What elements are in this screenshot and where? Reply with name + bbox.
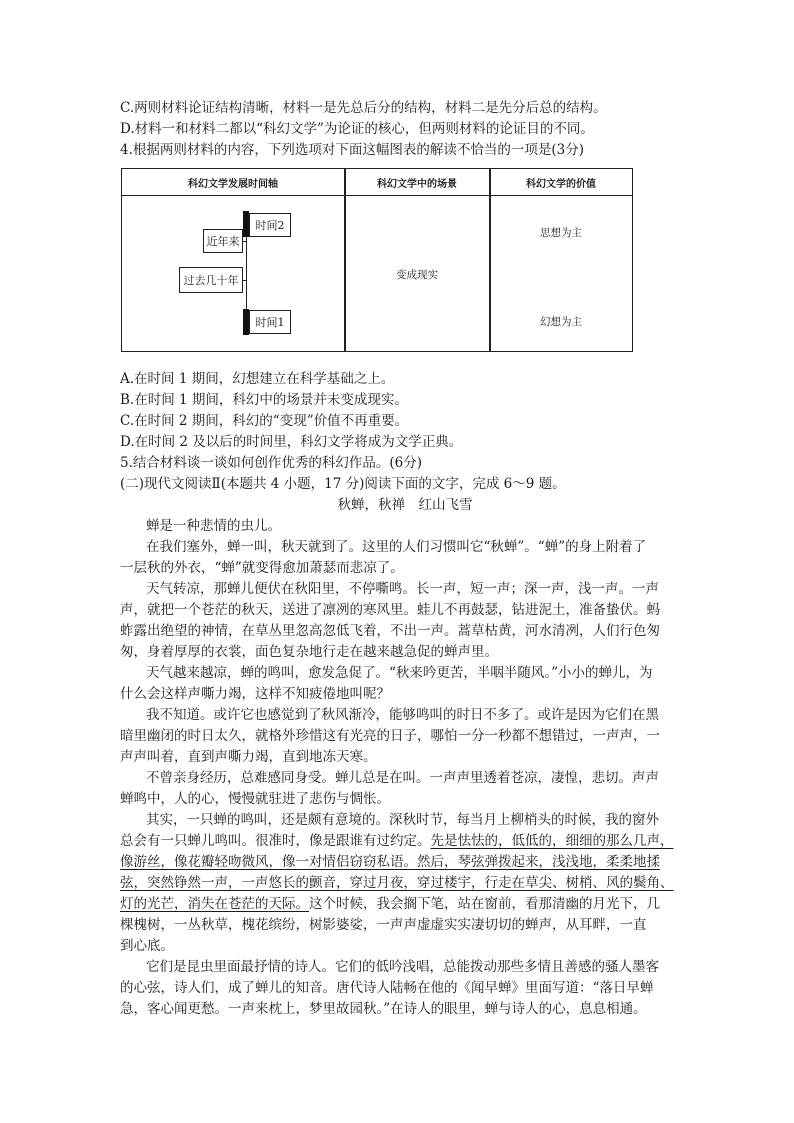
timeline-figure — [121, 168, 633, 352]
paragraph-line: 蝉鸣中，人的心，慢慢就驻进了悲伤与惆怅。 — [120, 791, 390, 807]
scene-text: 变成现实 — [396, 269, 438, 281]
underlined-passage: 弦，突然铮然一声，一声悠长的颤音，穿过月夜，穿过楼宇，行走在草尖、树梢、风的鬓角、 — [120, 875, 674, 891]
paragraph-line: 什么会这样声嘶力竭，这样不知疲倦地叫呢？ — [120, 686, 390, 702]
option-d-line: D.材料一和材料二都以“科幻文学”为论证的核心，但两则材料的论证目的不同。 — [120, 121, 594, 137]
paragraph-line: 声声叫着，直到声嘶力竭，直到地冻天寒。 — [120, 749, 377, 765]
paragraph-text: 总会有一只蝉儿鸣叫。很准时，像是跟谁有过约定。 — [120, 833, 431, 849]
paragraph-line: 蝉是一种悲情的虫儿。 — [146, 518, 281, 534]
value-bottom-text: 幻想为主 — [540, 316, 582, 328]
paragraph-line: 其实，一只蝉的鸣叫，还是颇有意境的。深秋时节，每当月上柳梢头的时候，我的窗外 — [146, 812, 659, 828]
answer-c-line: C.在时间 2 期间，科幻的“变现”价值不再重要。 — [120, 413, 409, 429]
paragraph-line — [120, 894, 690, 914]
underlined-passage: 先是怯怯的，低低的，细细的那么几声， — [430, 833, 674, 849]
paragraph-line: 匆，身着厚厚的衣裳，面色复杂地行走在越来越急促的蝉声里。 — [120, 644, 498, 660]
paragraph-line: 的心弦，诗人们，成了蝉儿的知音。唐代诗人陆畅在他的《闻早蝉》里面写道：“落日早蝉 — [120, 980, 654, 996]
question-4-line: 4.根据两则材料的内容，下列选项对下面这幅图表的解读不恰当的一项是(3分) — [120, 142, 585, 158]
connector — [243, 280, 246, 281]
paragraph-line: 蚱露出绝望的神情，在草丛里忽高忽低飞着，不出一声。蒿草枯黄，河水清冽，人们行色匆 — [120, 623, 660, 639]
paragraph-line: 声，就把一个苍茫的秋天，送进了凛冽的寒风里。蛙儿不再鼓瑟，钻进泥土，准备蛰伏。蚂 — [120, 602, 660, 618]
connector — [243, 241, 246, 242]
option-c-line: C.两则材料论证结构清晰，材料一是先总后分的结构，材料二是先分后总的结构。 — [120, 100, 607, 116]
section-heading: (二)现代文阅读Ⅱ(本题共 4 小题，17 分)阅读下面的文字，完成 6～9 题。 — [120, 476, 566, 492]
time1-box: 时间1 — [249, 310, 291, 334]
header-timeline: 科幻文学发展时间轴 — [188, 179, 278, 190]
paragraph-line: 天气转凉，那蝉儿便伏在秋阳里，不停嘶鸣。长一声，短一声；深一声，浅一声。一声 — [146, 581, 659, 597]
figure-column-divider — [344, 169, 346, 351]
paragraph-line: 它们是昆虫里面最抒情的诗人。它们的低吟浅唱，总能拨动那些多情且善感的骚人墨客 — [146, 959, 659, 975]
value-top-text: 思想为主 — [540, 227, 582, 239]
paragraph-line: 不曾亲身经历，总难感同身受。蝉儿总是在叫。一声声里透着苍凉，凄惶，悲切。声声 — [146, 770, 659, 786]
question-5-line: 5.结合材料谈一谈如何创作优秀的科幻作品。(6分) — [120, 455, 423, 471]
paragraph-line: 棵槐树，一丛秋草，槐花缤纷，树影婆娑，一声声虚虚实实凄切切的蝉声，从耳畔，一直 — [120, 917, 647, 933]
time2-box: 时间2 — [249, 213, 291, 237]
paragraph-line: 在我们塞外，蝉一叫，秋天就到了。这里的人们习惯叫它“秋蝉”。“蝉”的身上附着了 — [146, 539, 647, 555]
underlined-passage: 像游丝，像花瓣轻吻微风，像一对情侣窃窃私语。然后，琴弦弹拨起来，浅浅地，柔柔地揉 — [120, 854, 660, 870]
header-value: 科幻文学的价值 — [526, 179, 596, 190]
paragraph-line: 我不知道。或许它也感觉到了秋风渐冷，能够鸣叫的时日不多了。或许是因为它们在黑 — [146, 707, 659, 723]
paragraph-line: 暗里幽闭的时日太久，就格外珍惜这有光亮的日子，哪怕一分一秒都不想错过，一声声，一 — [120, 728, 660, 744]
axis-line — [246, 237, 247, 309]
article-title: 秋蝉，秋禅 红山飞雪 — [337, 497, 473, 513]
paragraph-line — [120, 831, 690, 851]
paragraph-line: 天气越来越凉，蝉的鸣叫，愈发急促了。“秋来吟更苦，半咽半随风。”小小的蝉儿，为 — [146, 665, 653, 681]
answer-b-line: B.在时间 1 期间，科幻中的场景并未变成现实。 — [120, 392, 408, 408]
answer-d-line: D.在时间 2 及以后的时间里，科幻文学将成为文学正典。 — [120, 434, 463, 450]
answer-a-line: A.在时间 1 期间，幻想建立在科学基础之上。 — [120, 371, 395, 387]
paragraph-text: 这个时候，我会搁下笔，站在窗前，看那清幽的月光下，几 — [309, 896, 660, 912]
paragraph-line: 一层秋的外衣，“蝉”就变得愈加萧瑟而悲凉了。 — [120, 560, 404, 576]
header-scene: 科幻文学中的场景 — [377, 179, 457, 190]
paragraph-line: 急，客心闻更愁。一声来枕上，梦里故园秋。”在诗人的眼里，蝉与诗人的心，息息相通。 — [120, 1001, 647, 1017]
past-decades-box: 过去几十年 — [179, 267, 243, 293]
recent-box: 近年来 — [203, 229, 243, 253]
paragraph-line: 到心底。 — [120, 938, 174, 954]
underlined-passage: 灯的光芒，消失在苍茫的天际。 — [120, 896, 309, 912]
